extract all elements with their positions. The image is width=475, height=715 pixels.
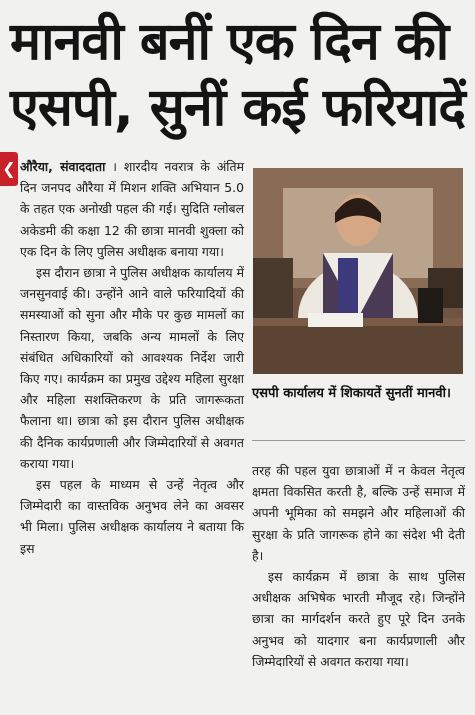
divider xyxy=(252,440,465,441)
article-photo xyxy=(253,168,463,374)
dateline: औरैया, संवाददाता xyxy=(20,159,106,174)
article-paragraph-1: औरैया, संवाददाता । शारदीय नवरात्र के अंतिम दिन जनपद औरैया में मिशन शक्ति अभियान 5.0 के तहत एक अनोखी पहल की गई। सुदिति ग्लोबल अकेडमी की कक्षा 12 की छात्रा मानवी शुक्ला को एक दिन के लिए पुलिस अधीक्षक बनाया गया। xyxy=(20,159,244,259)
photo-illustration xyxy=(253,168,463,374)
article-paragraph-1-text: शारदीय नवरात्र के अंतिम दिन जनपद औरैया में मिशन शक्ति अभियान 5.0 के तहत एक अनोखी पहल की गई। सुदिति ग्लोबल अकेडमी की कक्षा 12 की छात्रा मानवी शुक्ला को एक दिन के लिए पुलिस अधीक्षक बनाया गया। xyxy=(20,159,244,259)
article-left-column xyxy=(20,156,244,559)
chevron-left-icon[interactable]: ❮ xyxy=(0,152,18,186)
photo-caption: एसपी कार्यालय में शिकायतें सुनतीं मानवी। xyxy=(252,386,451,401)
article-paragraph-5: इस कार्यक्रम में छात्रा के साथ पुलिस अधीक्षक अभिषेक भारती मौजूद रहे। जिन्होंने छात्रा का मार्गदर्शन करते हुए पूरे दिन उनके अनुभव को यादगार बना कार्यप्रणाली और जिम्मेदारियों से अवगत कराया गया। xyxy=(252,569,465,669)
article-paragraph-3: इस पहल के माध्यम से उन्हें नेतृत्व और जिम्मेदारी का वास्तविक अनुभव लेने का अवसर भी मिला। पुलिस अधीक्षक कार्यालय ने बताया कि इस xyxy=(20,477,244,556)
article-paragraph-4: तरह की पहल युवा छात्राओं में न केवल नेतृत्व क्षमता विकसित करती है, बल्कि उन्हें समाज में अपनी भूमिका को समझने और महिलाओं की सुरक्षा के प्रति जागरूक होने का संदेश भी देती है। xyxy=(252,463,465,563)
article-paragraph-2: इस दौरान छात्रा ने पुलिस अधीक्षक कार्यालय में जनसुनवाई की। उन्होंने आने वाले फरियादियों की समस्याओं को सुना और मौके पर कुछ मामलों का निस्तारण किया, जबकि अन्य मामलों के लिए संबंधित अधिकारियों को आवश्यक निर्देश जारी किए गए। कार्यक्रम का प्रमुख उद्देश्य महिला सुरक्षा और महिला सशक्तिकरण के प्रति जागरूकता फैलाना था। छात्रा को इस दौरान पुलिस अधीक्षक की दैनिक कार्यप्रणाली और जिम्मेदारियों से अवगत कराया गया। xyxy=(20,265,244,471)
headline-line-1: मानवी बनीं एक दिन की xyxy=(10,12,449,72)
article-right-column xyxy=(252,460,465,672)
headline-line-2: एसपी, सुनीं कई फरियादें xyxy=(10,78,465,138)
